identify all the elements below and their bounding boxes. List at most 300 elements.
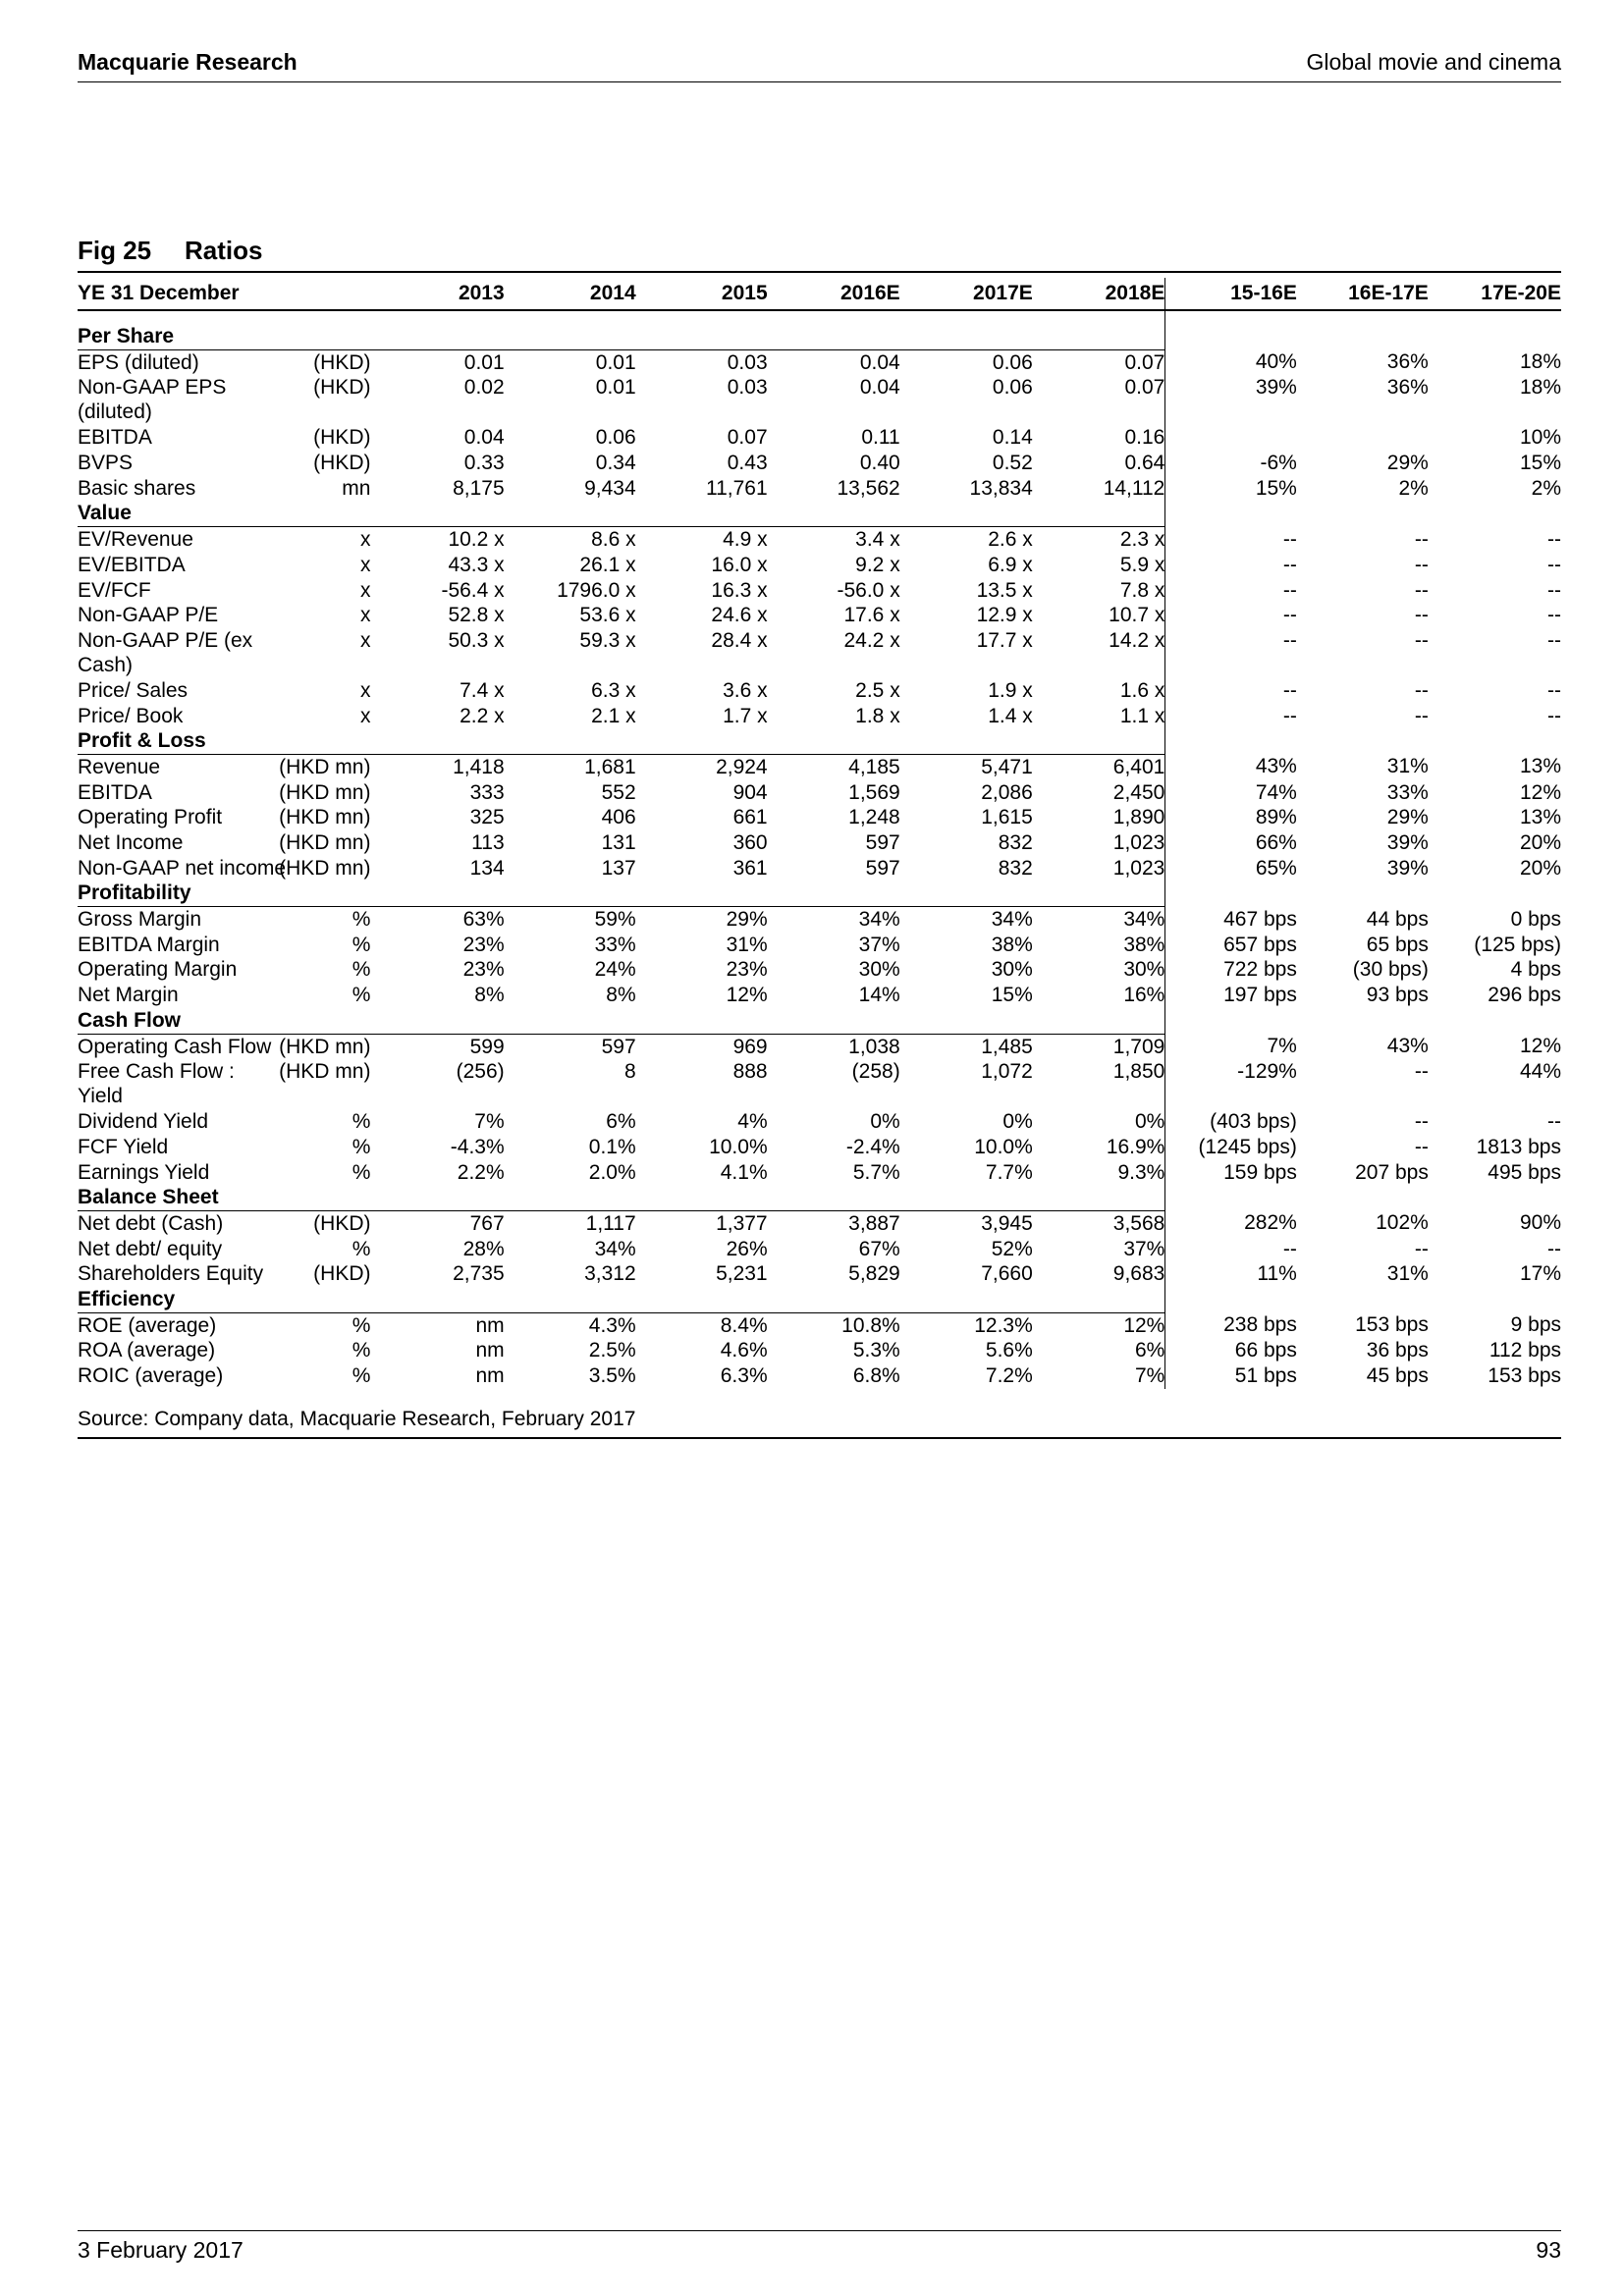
growth-cell: 495 bps xyxy=(1488,1160,1561,1184)
row-label: Dividend Yield xyxy=(78,1110,209,1134)
column-header xyxy=(271,278,370,310)
value-cell: 1.9 x xyxy=(988,678,1033,702)
value-cell: 0.1% xyxy=(588,1135,636,1158)
row-label: Price/ Book xyxy=(78,704,184,727)
section-row xyxy=(78,501,1561,526)
row-label: Net Income xyxy=(78,831,184,854)
row-label: Non-GAAP P/E (ex Cash) xyxy=(78,628,253,676)
table-row xyxy=(78,1312,1561,1338)
growth-cell: 238 bps xyxy=(1223,1313,1297,1337)
value-cell: -56.4 x xyxy=(441,578,505,602)
table-row xyxy=(78,578,1561,604)
value-cell: 59.3 x xyxy=(579,628,636,652)
growth-cell: 18% xyxy=(1519,350,1561,374)
value-cell: 9,683 xyxy=(1033,1261,1165,1287)
value-cell: 16.0 x xyxy=(711,553,768,576)
growth-cell: 11% xyxy=(1257,1262,1297,1286)
value-cell: 30% xyxy=(991,958,1033,982)
section-title: Profitability xyxy=(78,881,1165,906)
value-cell: 8% xyxy=(474,984,505,1007)
value-cell: 0.11 xyxy=(861,426,900,450)
value-cell: 7.8 x xyxy=(1033,578,1165,604)
value-cell: 832 xyxy=(998,831,1033,854)
column-header: 2018E xyxy=(1033,278,1165,310)
growth-cell: -- xyxy=(1282,553,1297,576)
row-unit: (HKD mn) xyxy=(279,856,371,880)
growth-cell: 296 bps xyxy=(1488,984,1561,1007)
value-cell: 24.6 x xyxy=(711,604,768,627)
value-cell: -4.3% xyxy=(450,1135,505,1158)
figure-number: Fig 25 xyxy=(78,236,152,265)
column-header: 16E-17E xyxy=(1297,278,1429,310)
row-label: Shareholders Equity xyxy=(78,1262,264,1286)
value-cell: 4.9 x xyxy=(723,528,768,552)
value-cell: 10.7 x xyxy=(1033,603,1165,628)
growth-cell: -- xyxy=(1547,553,1561,576)
growth-cell: -- xyxy=(1282,527,1297,551)
value-cell: 904 xyxy=(732,780,768,804)
growth-cell: -- xyxy=(1282,678,1297,702)
column-header: 2017E xyxy=(900,278,1033,310)
growth-cell: -- xyxy=(1282,604,1297,627)
section-title: Value xyxy=(78,501,1165,526)
growth-cell: 36 bps xyxy=(1366,1339,1429,1362)
growth-cell: 7% xyxy=(1267,1035,1297,1057)
section-title: Efficiency xyxy=(78,1287,1165,1312)
value-cell: 28.4 x xyxy=(711,628,768,652)
growth-cell: 4 bps xyxy=(1510,958,1561,982)
growth-cell: 18% xyxy=(1519,376,1561,400)
table-row xyxy=(78,527,1561,553)
value-cell: nm xyxy=(475,1339,505,1362)
row-label: Operating Profit xyxy=(78,806,223,829)
value-cell: 2,924 xyxy=(716,755,768,778)
value-cell: 31% xyxy=(726,933,768,956)
row-unit: (HKD mn) xyxy=(279,780,371,804)
growth-cell: -- xyxy=(1547,527,1561,551)
growth-cell: -- xyxy=(1414,704,1429,727)
growth-cell: 9 bps xyxy=(1510,1313,1561,1337)
growth-cell: 51 bps xyxy=(1234,1364,1297,1388)
growth-cell: 89% xyxy=(1255,806,1297,829)
section-row xyxy=(78,324,1561,349)
value-cell: 0.01 xyxy=(595,350,636,374)
growth-cell: 43% xyxy=(1255,755,1297,778)
growth-cell: (125 bps) xyxy=(1474,933,1561,956)
value-cell: 13,834 xyxy=(969,476,1033,500)
growth-cell: -- xyxy=(1282,1237,1297,1260)
value-cell: 5.6% xyxy=(985,1339,1033,1362)
row-unit: % xyxy=(352,933,371,956)
value-cell: 23% xyxy=(462,958,505,982)
growth-cell: -- xyxy=(1414,1110,1429,1134)
growth-cell: 15% xyxy=(1255,476,1297,500)
row-unit: mn xyxy=(342,476,371,500)
value-cell: 7.4 x xyxy=(460,678,505,702)
row-unit: (HKD) xyxy=(313,1262,371,1286)
section-title: Profit & Loss xyxy=(78,728,1165,754)
table-row xyxy=(78,754,1561,779)
growth-cell: 66% xyxy=(1255,831,1297,854)
value-cell: 7% xyxy=(1033,1363,1165,1389)
value-cell: 1,117 xyxy=(585,1211,636,1235)
row-unit: (HKD) xyxy=(313,1211,371,1235)
value-cell: 4% xyxy=(737,1110,768,1134)
growth-cell: -- xyxy=(1547,678,1561,702)
value-cell: 13.5 x xyxy=(976,578,1033,602)
table-row xyxy=(78,983,1561,1008)
value-cell: 969 xyxy=(732,1035,768,1058)
value-cell: 2.6 x xyxy=(988,528,1033,552)
row-unit: % xyxy=(352,908,371,932)
value-cell: 1,072 xyxy=(981,1060,1033,1084)
value-cell: 0.52 xyxy=(992,452,1033,475)
column-header: 2013 xyxy=(370,278,504,310)
value-cell: -2.4% xyxy=(845,1135,900,1158)
growth-cell: -- xyxy=(1414,578,1429,602)
value-cell: 8,175 xyxy=(453,476,505,500)
row-unit: % xyxy=(352,1313,371,1337)
section-title: Cash Flow xyxy=(78,1008,1165,1034)
footer-divider xyxy=(78,2230,1561,2231)
growth-cell: -- xyxy=(1547,578,1561,602)
table-row xyxy=(78,957,1561,983)
value-cell: 10.0% xyxy=(974,1135,1033,1158)
value-cell: 24.2 x xyxy=(843,628,900,652)
value-cell: 0.04 xyxy=(463,426,505,450)
value-cell: 325 xyxy=(469,806,505,829)
value-cell: (258) xyxy=(851,1060,900,1084)
value-cell: 8% xyxy=(606,984,636,1007)
growth-cell: -6% xyxy=(1260,452,1297,475)
value-cell: 13,562 xyxy=(837,476,900,500)
table-row xyxy=(78,704,1561,729)
value-cell: 15% xyxy=(991,984,1033,1007)
value-cell: 67% xyxy=(858,1237,900,1260)
value-cell: 2.2 x xyxy=(460,704,505,727)
footer-date: 3 February 2017 xyxy=(78,2237,244,2263)
value-cell: 0.02 xyxy=(463,376,505,400)
value-cell: 0.06 xyxy=(992,376,1033,400)
value-cell: 0.07 xyxy=(1033,349,1165,375)
value-cell: 597 xyxy=(601,1035,636,1058)
row-unit: x xyxy=(359,553,371,576)
value-cell: 137 xyxy=(601,856,636,880)
row-label: FCF Yield xyxy=(78,1135,169,1158)
value-cell: 6,401 xyxy=(1033,754,1165,779)
table-row xyxy=(78,1261,1561,1287)
growth-cell: 153 bps xyxy=(1488,1364,1561,1388)
row-unit: x xyxy=(359,704,371,727)
growth-cell: 90% xyxy=(1519,1211,1561,1235)
growth-cell: -- xyxy=(1414,1237,1429,1260)
table-row xyxy=(78,1338,1561,1363)
table-row xyxy=(78,1237,1561,1262)
value-cell: 52.8 x xyxy=(448,604,505,627)
value-cell: 10.0% xyxy=(709,1135,768,1158)
value-cell: 37% xyxy=(858,933,900,956)
row-unit: (HKD) xyxy=(313,452,371,475)
value-cell: 63% xyxy=(462,908,505,932)
value-cell: 16% xyxy=(1033,983,1165,1008)
growth-cell: 0 bps xyxy=(1510,907,1561,931)
growth-cell: 2% xyxy=(1531,476,1561,500)
row-unit: % xyxy=(352,1339,371,1362)
table-top-rule xyxy=(78,271,1561,273)
growth-cell: 12% xyxy=(1519,1035,1561,1057)
value-cell: 1,485 xyxy=(981,1035,1033,1058)
row-unit: x xyxy=(359,604,371,627)
row-unit: % xyxy=(352,984,371,1007)
value-cell: 0.07 xyxy=(1033,375,1165,425)
value-cell: 1,890 xyxy=(1033,805,1165,830)
table-row xyxy=(78,1135,1561,1160)
value-cell: 0.03 xyxy=(727,350,768,374)
row-label: EBITDA xyxy=(78,426,152,450)
growth-cell: 40% xyxy=(1255,350,1297,374)
growth-cell: 20% xyxy=(1519,856,1561,880)
source-note: Source: Company data, Macquarie Research, February 2017 xyxy=(78,1408,636,1430)
growth-cell xyxy=(1297,425,1429,451)
value-cell: 23% xyxy=(726,958,768,982)
row-label: Non-GAAP net income xyxy=(78,856,287,880)
growth-cell: 39% xyxy=(1386,831,1429,854)
column-header: 15-16E xyxy=(1165,278,1297,310)
column-header: 2015 xyxy=(636,278,768,310)
value-cell: 1,038 xyxy=(848,1035,900,1058)
value-cell: 552 xyxy=(601,780,636,804)
row-label: Revenue xyxy=(78,755,161,778)
value-cell: 12.9 x xyxy=(976,604,1033,627)
value-cell: 2.1 x xyxy=(591,704,636,727)
section-row xyxy=(78,1287,1561,1312)
growth-cell: -- xyxy=(1414,628,1429,652)
value-cell: 2.0% xyxy=(588,1160,636,1184)
row-label: EBITDA xyxy=(78,780,152,804)
value-cell: 7.7% xyxy=(985,1160,1033,1184)
value-cell: 17.6 x xyxy=(843,604,900,627)
growth-cell: 207 bps xyxy=(1355,1160,1429,1184)
value-cell: 7,660 xyxy=(981,1262,1033,1286)
value-cell: 23% xyxy=(462,933,505,956)
growth-cell: 2% xyxy=(1398,476,1429,500)
section-row xyxy=(78,1185,1561,1210)
table-row xyxy=(78,1109,1561,1135)
growth-cell: 39% xyxy=(1386,856,1429,880)
value-cell: 1.8 x xyxy=(855,704,900,727)
value-cell: 888 xyxy=(732,1060,768,1084)
growth-cell: 112 bps xyxy=(1489,1339,1561,1362)
value-cell: 4,185 xyxy=(848,755,900,778)
growth-cell: -- xyxy=(1547,1237,1561,1260)
row-unit: (HKD mn) xyxy=(279,831,371,854)
value-cell: 34% xyxy=(991,908,1033,932)
growth-cell: 467 bps xyxy=(1223,907,1297,931)
value-cell: 767 xyxy=(469,1211,505,1235)
table-row xyxy=(78,1363,1561,1389)
growth-cell: 159 bps xyxy=(1223,1160,1297,1184)
value-cell: 7.2% xyxy=(985,1364,1033,1388)
value-cell: 34% xyxy=(594,1237,636,1260)
table-row xyxy=(78,628,1561,678)
value-cell: 9.3% xyxy=(1033,1160,1165,1186)
growth-cell: -- xyxy=(1282,628,1297,652)
value-cell: 599 xyxy=(469,1035,505,1058)
growth-cell: -- xyxy=(1547,1110,1561,1134)
value-cell: nm xyxy=(475,1313,505,1337)
row-label: ROIC (average) xyxy=(78,1364,224,1388)
growth-cell: -- xyxy=(1414,604,1429,627)
section-title: Balance Sheet xyxy=(78,1185,1165,1210)
value-cell: 4.6% xyxy=(720,1339,768,1362)
growth-cell: 45 bps xyxy=(1366,1364,1429,1388)
header-report-title: Global movie and cinema xyxy=(1306,49,1561,75)
growth-cell xyxy=(1165,425,1297,451)
value-cell: -56.0 x xyxy=(837,578,900,602)
table-row xyxy=(78,349,1561,375)
value-cell: 12% xyxy=(726,984,768,1007)
value-cell: 33% xyxy=(594,933,636,956)
row-label: Net debt/ equity xyxy=(78,1237,223,1260)
value-cell: 1796.0 x xyxy=(557,578,636,602)
row-label: ROA (average) xyxy=(78,1339,216,1362)
growth-cell: -- xyxy=(1547,604,1561,627)
value-cell: 0.43 xyxy=(727,452,768,475)
column-header: YE 31 December xyxy=(78,278,271,310)
table-bottom-rule xyxy=(78,1437,1561,1439)
growth-cell: 29% xyxy=(1386,806,1429,829)
value-cell: 34% xyxy=(1033,907,1165,933)
value-cell: 0.40 xyxy=(859,452,900,475)
value-cell: 43.3 x xyxy=(448,553,505,576)
value-cell: 131 xyxy=(601,831,636,854)
value-cell: 11,761 xyxy=(705,476,768,500)
growth-cell: 65 bps xyxy=(1366,933,1429,956)
table-row xyxy=(78,907,1561,933)
growth-cell: 33% xyxy=(1386,780,1429,804)
value-cell: 3.5% xyxy=(588,1364,636,1388)
table-row xyxy=(78,1160,1561,1186)
growth-cell: -- xyxy=(1547,704,1561,727)
value-cell: 1,709 xyxy=(1033,1034,1165,1059)
table-row xyxy=(78,1210,1561,1236)
growth-cell: 17% xyxy=(1519,1262,1561,1286)
value-cell: 1,248 xyxy=(848,806,900,829)
growth-cell: -- xyxy=(1547,628,1561,652)
column-header: 17E-20E xyxy=(1429,278,1561,310)
value-cell: 59% xyxy=(594,908,636,932)
growth-cell: 722 bps xyxy=(1223,958,1297,982)
growth-cell: 197 bps xyxy=(1223,984,1297,1007)
figure-caption: Ratios xyxy=(185,236,263,265)
value-cell: 0.04 xyxy=(859,376,900,400)
value-cell: 134 xyxy=(469,856,505,880)
growth-cell: 1813 bps xyxy=(1476,1135,1561,1158)
section-row xyxy=(78,1008,1561,1034)
table-row xyxy=(78,476,1561,502)
value-cell: 360 xyxy=(732,831,768,854)
growth-cell: 29% xyxy=(1386,452,1429,475)
growth-cell: -- xyxy=(1414,527,1429,551)
value-cell: 12% xyxy=(1033,1312,1165,1338)
row-label: Operating Margin xyxy=(78,958,238,982)
value-cell: 53.6 x xyxy=(579,604,636,627)
growth-cell: 31% xyxy=(1386,1262,1429,1286)
value-cell: 2.5% xyxy=(588,1339,636,1362)
ratios-table xyxy=(78,278,1561,1389)
value-cell: 17.7 x xyxy=(976,628,1033,652)
value-cell: 3,568 xyxy=(1033,1210,1165,1236)
value-cell: 0.06 xyxy=(992,350,1033,374)
row-unit: (HKD mn) xyxy=(279,1060,371,1084)
value-cell: 361 xyxy=(732,856,768,880)
value-cell: 0.07 xyxy=(727,426,768,450)
value-cell: 9.2 x xyxy=(855,553,900,576)
value-cell: 1.1 x xyxy=(1033,704,1165,729)
value-cell: 3,945 xyxy=(981,1211,1033,1235)
value-cell: 1,023 xyxy=(1033,856,1165,881)
growth-cell: 13% xyxy=(1519,755,1561,778)
value-cell: 7% xyxy=(474,1110,505,1134)
value-cell: 8.4% xyxy=(720,1313,768,1337)
growth-cell: 43% xyxy=(1386,1035,1429,1057)
growth-cell: -- xyxy=(1282,704,1297,727)
value-cell: 333 xyxy=(469,780,505,804)
growth-cell: 15% xyxy=(1519,452,1561,475)
section-row xyxy=(78,881,1561,906)
header-spacer xyxy=(78,310,1561,324)
value-cell: 0% xyxy=(1002,1110,1033,1134)
page-number: 93 xyxy=(1536,2237,1561,2263)
value-cell: nm xyxy=(475,1364,505,1388)
growth-cell: 153 bps xyxy=(1355,1313,1429,1337)
value-cell: 26.1 x xyxy=(579,553,636,576)
row-unit: % xyxy=(352,1364,371,1388)
value-cell: 26% xyxy=(726,1237,768,1260)
value-cell: 6.3 x xyxy=(591,678,636,702)
value-cell: 0.33 xyxy=(463,452,505,475)
value-cell: 0% xyxy=(870,1110,900,1134)
growth-cell: -- xyxy=(1414,678,1429,702)
value-cell: 6.8% xyxy=(852,1364,900,1388)
growth-cell: -- xyxy=(1282,578,1297,602)
row-label: ROE (average) xyxy=(78,1313,217,1337)
column-header: 2014 xyxy=(505,278,636,310)
row-unit: (HKD mn) xyxy=(279,806,371,829)
growth-cell: 44% xyxy=(1519,1060,1561,1084)
value-cell: 52% xyxy=(991,1237,1033,1260)
value-cell: 1.4 x xyxy=(988,704,1033,727)
value-cell: 0.16 xyxy=(1033,425,1165,451)
row-unit: (HKD mn) xyxy=(279,755,371,778)
growth-cell: 10% xyxy=(1519,426,1561,450)
value-cell: 10.8% xyxy=(841,1313,900,1337)
table-header-row xyxy=(78,278,1561,310)
table-row xyxy=(78,780,1561,806)
row-unit: x xyxy=(359,628,371,652)
value-cell: 2.3 x xyxy=(1033,527,1165,553)
row-unit: (HKD) xyxy=(313,350,371,374)
figure-title xyxy=(78,236,262,266)
value-cell: 0% xyxy=(1033,1109,1165,1135)
value-cell: 5.9 x xyxy=(1033,553,1165,578)
value-cell: 0.03 xyxy=(727,376,768,400)
value-cell: 0.34 xyxy=(595,452,636,475)
growth-cell: 36% xyxy=(1386,376,1429,400)
table-row xyxy=(78,425,1561,451)
value-cell: 14% xyxy=(858,984,900,1007)
value-cell: 1,023 xyxy=(1033,830,1165,856)
